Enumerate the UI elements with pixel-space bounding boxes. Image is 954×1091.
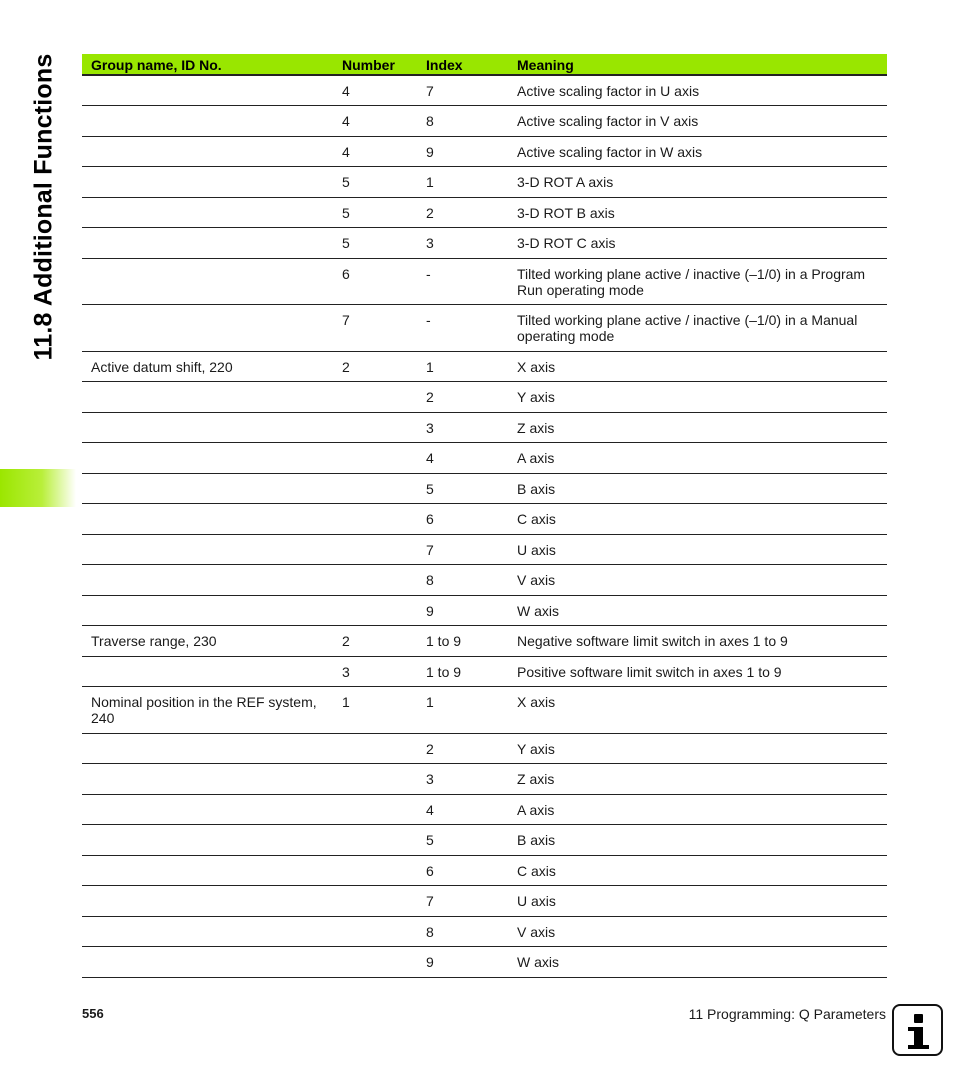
table-row <box>82 733 887 764</box>
cell-meaning: Z axis <box>508 764 887 795</box>
cell-number: 1 <box>333 687 417 734</box>
cell-meaning: C axis <box>508 855 887 886</box>
section-title-vertical <box>24 52 64 362</box>
cell-group: Nominal position in the REF system, 240 <box>82 687 333 734</box>
cell-meaning: A axis <box>508 794 887 825</box>
cell-meaning: Z axis <box>508 412 887 443</box>
table-row <box>82 75 887 106</box>
cell-meaning: Active scaling factor in V axis <box>508 106 887 137</box>
cell-number <box>333 947 417 978</box>
cell-number: 2 <box>333 626 417 657</box>
table-row <box>82 947 887 978</box>
cell-index: 3 <box>417 228 508 259</box>
header-index: Index <box>417 54 508 75</box>
cell-group: Active datum shift, 220 <box>82 351 333 382</box>
cell-index: 1 <box>417 167 508 198</box>
cell-index: 2 <box>417 382 508 413</box>
table-row <box>82 855 887 886</box>
table-row <box>82 534 887 565</box>
header-meaning: Meaning <box>508 54 887 75</box>
table-row <box>82 656 887 687</box>
cell-meaning: V axis <box>508 916 887 947</box>
cell-index: 7 <box>417 886 508 917</box>
cell-number <box>333 794 417 825</box>
cell-group <box>82 504 333 535</box>
cell-number <box>333 764 417 795</box>
cell-number: 3 <box>333 656 417 687</box>
cell-meaning: W axis <box>508 947 887 978</box>
cell-meaning: B axis <box>508 473 887 504</box>
cell-meaning: Active scaling factor in W axis <box>508 136 887 167</box>
table-row <box>82 351 887 382</box>
cell-index: - <box>417 305 508 352</box>
cell-meaning: U axis <box>508 886 887 917</box>
section-title: 11.8 Additional Functions <box>29 53 58 361</box>
header-number: Number <box>333 54 417 75</box>
cell-meaning: Y axis <box>508 733 887 764</box>
table-row <box>82 106 887 137</box>
cell-number <box>333 825 417 856</box>
cell-number <box>333 382 417 413</box>
cell-index: 6 <box>417 855 508 886</box>
cell-group <box>82 565 333 596</box>
cell-group <box>82 764 333 795</box>
cell-meaning: Active scaling factor in U axis <box>508 75 887 106</box>
cell-meaning: 3-D ROT B axis <box>508 197 887 228</box>
table-row <box>82 565 887 596</box>
table-row <box>82 305 887 352</box>
table-row <box>82 886 887 917</box>
cell-number <box>333 534 417 565</box>
cell-number: 4 <box>333 136 417 167</box>
cell-group <box>82 825 333 856</box>
table-row <box>82 626 887 657</box>
cell-index: 3 <box>417 412 508 443</box>
cell-index: 9 <box>417 595 508 626</box>
cell-index: 8 <box>417 106 508 137</box>
cell-index: 1 to 9 <box>417 656 508 687</box>
table-row <box>82 504 887 535</box>
cell-index: 1 <box>417 351 508 382</box>
table-row <box>82 443 887 474</box>
cell-index: 8 <box>417 916 508 947</box>
cell-group <box>82 106 333 137</box>
cell-number: 6 <box>333 258 417 305</box>
cell-index: 9 <box>417 947 508 978</box>
table-row <box>82 136 887 167</box>
cell-group <box>82 886 333 917</box>
cell-group <box>82 656 333 687</box>
cell-number <box>333 473 417 504</box>
table-row <box>82 687 887 734</box>
cell-group <box>82 733 333 764</box>
header-group-name: Group name, ID No. <box>82 54 333 75</box>
cell-group <box>82 136 333 167</box>
table-row <box>82 258 887 305</box>
cell-meaning: 3-D ROT A axis <box>508 167 887 198</box>
table-row <box>82 228 887 259</box>
cell-index: 7 <box>417 75 508 106</box>
cell-index: 3 <box>417 764 508 795</box>
cell-group <box>82 473 333 504</box>
table-row <box>82 412 887 443</box>
cell-number: 2 <box>333 351 417 382</box>
cell-meaning: X axis <box>508 687 887 734</box>
table-row <box>82 595 887 626</box>
cell-number <box>333 595 417 626</box>
table-row <box>82 764 887 795</box>
cell-index: 1 <box>417 687 508 734</box>
cell-group <box>82 534 333 565</box>
cell-meaning: B axis <box>508 825 887 856</box>
cell-meaning: Positive software limit switch in axes 1 to 9 <box>508 656 887 687</box>
cell-index: 6 <box>417 504 508 535</box>
table-row <box>82 794 887 825</box>
cell-index: 5 <box>417 825 508 856</box>
cell-number <box>333 916 417 947</box>
cell-group <box>82 855 333 886</box>
table-row <box>82 382 887 413</box>
cell-group <box>82 197 333 228</box>
cell-group: Traverse range, 230 <box>82 626 333 657</box>
cell-index: 4 <box>417 794 508 825</box>
cell-number <box>333 733 417 764</box>
cell-meaning: W axis <box>508 595 887 626</box>
cell-group <box>82 443 333 474</box>
cell-meaning: 3-D ROT C axis <box>508 228 887 259</box>
cell-group <box>82 167 333 198</box>
cell-index: - <box>417 258 508 305</box>
info-icon <box>892 1004 943 1056</box>
cell-group <box>82 916 333 947</box>
cell-index: 4 <box>417 443 508 474</box>
table-row <box>82 473 887 504</box>
cell-meaning: Negative software limit switch in axes 1 to 9 <box>508 626 887 657</box>
cell-number <box>333 443 417 474</box>
cell-meaning: Y axis <box>508 382 887 413</box>
cell-number <box>333 504 417 535</box>
cell-number: 5 <box>333 228 417 259</box>
cell-index: 1 to 9 <box>417 626 508 657</box>
cell-number: 5 <box>333 197 417 228</box>
cell-index: 5 <box>417 473 508 504</box>
chapter-tab-marker <box>0 469 76 507</box>
cell-index: 8 <box>417 565 508 596</box>
table-row <box>82 167 887 198</box>
cell-meaning: Tilted working plane active / inactive (–1/0) in a Program Run operating mode <box>508 258 887 305</box>
table-row <box>82 825 887 856</box>
cell-index: 9 <box>417 136 508 167</box>
table-header-row <box>82 54 887 75</box>
table-row <box>82 916 887 947</box>
cell-number <box>333 855 417 886</box>
cell-group <box>82 382 333 413</box>
cell-meaning: U axis <box>508 534 887 565</box>
cell-group <box>82 258 333 305</box>
cell-group <box>82 228 333 259</box>
cell-meaning: X axis <box>508 351 887 382</box>
cell-number <box>333 412 417 443</box>
cell-meaning: Tilted working plane active / inactive (–1/0) in a Manual operating mode <box>508 305 887 352</box>
cell-number: 5 <box>333 167 417 198</box>
cell-number: 4 <box>333 75 417 106</box>
cell-index: 7 <box>417 534 508 565</box>
cell-meaning: V axis <box>508 565 887 596</box>
parameter-table <box>82 54 887 978</box>
chapter-title: 11 Programming: Q Parameters <box>688 1006 886 1022</box>
page-number: 556 <box>82 1006 104 1021</box>
cell-group <box>82 412 333 443</box>
cell-index: 2 <box>417 197 508 228</box>
cell-group <box>82 75 333 106</box>
cell-number: 7 <box>333 305 417 352</box>
table-row <box>82 197 887 228</box>
cell-group <box>82 794 333 825</box>
cell-meaning: A axis <box>508 443 887 474</box>
cell-index: 2 <box>417 733 508 764</box>
cell-number <box>333 565 417 596</box>
cell-meaning: C axis <box>508 504 887 535</box>
cell-group <box>82 305 333 352</box>
cell-number: 4 <box>333 106 417 137</box>
cell-number <box>333 886 417 917</box>
cell-group <box>82 595 333 626</box>
cell-group <box>82 947 333 978</box>
